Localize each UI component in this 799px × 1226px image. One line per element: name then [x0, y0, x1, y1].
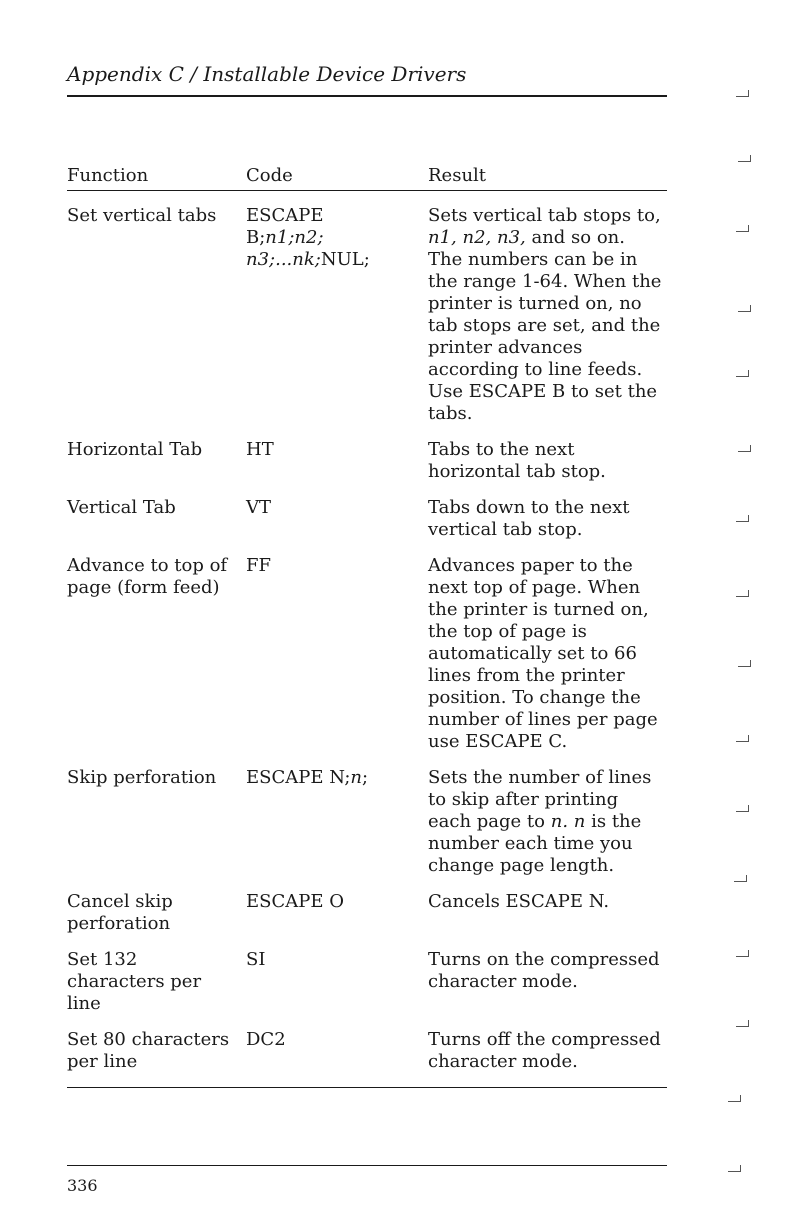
header-rule: [67, 95, 667, 97]
table-row: [67, 891, 667, 935]
edge-mark: [736, 515, 749, 522]
table-row: [67, 439, 667, 483]
running-head: Appendix C / Installable Device Drivers: [67, 62, 467, 86]
page-number: 336: [67, 1176, 98, 1195]
function-cell: Advance to top of page (form feed): [67, 555, 228, 598]
result-cell: Cancels ESCAPE N.: [428, 891, 610, 912]
edge-mark: [736, 90, 749, 97]
result-cell: Tabs to the next horizontal tab stop.: [428, 439, 606, 482]
function-cell: Set vertical tabs: [67, 205, 217, 226]
edge-mark: [728, 1095, 741, 1102]
table-row: [67, 555, 667, 753]
edge-mark: [728, 1165, 741, 1172]
edge-mark: [734, 875, 747, 882]
function-cell: Set 132 characters per line: [67, 949, 202, 1014]
table-row: [67, 767, 667, 877]
edge-mark: [738, 445, 751, 452]
footer-rule: [67, 1165, 667, 1166]
edge-mark: [736, 805, 749, 812]
edge-mark: [738, 305, 751, 312]
result-cell: Sets vertical tab stops to, n1, n2, n3, and so on. The numbers can be in the range 1-64. When the printer is turned on, no tab stops are set, and the printer advances according to line feeds. Use ESCAPE B to set the tabs.: [428, 205, 662, 424]
code-cell: ESCAPE O: [246, 891, 344, 912]
edge-mark: [738, 660, 751, 667]
page-edge-marks: [732, 60, 772, 1190]
edge-mark: [736, 735, 749, 742]
code-cell: DC2: [246, 1029, 286, 1050]
edge-mark: [736, 370, 749, 377]
table-row: [67, 949, 667, 1015]
column-header-code: Code: [246, 165, 293, 186]
table-header: [67, 165, 667, 191]
code-cell: ESCAPE N;n;: [246, 767, 369, 788]
column-header-result: Result: [428, 165, 487, 186]
edge-mark: [736, 950, 749, 957]
edge-mark: [736, 225, 749, 232]
result-cell: Advances paper to the next top of page. When the printer is turned on, the top of page is automatically set to 66 lines from the printer position. To change the number of lines per page use ESCAPE C.: [428, 555, 658, 752]
edge-mark: [736, 1020, 749, 1027]
function-cell: Set 80 characters per line: [67, 1029, 230, 1072]
edge-mark: [738, 155, 751, 162]
column-header-function: Function: [67, 165, 149, 186]
table-row: [67, 205, 667, 425]
code-cell: FF: [246, 555, 271, 576]
function-cell: Skip perforation: [67, 767, 217, 788]
driver-codes-table: [67, 165, 667, 1073]
result-cell: Sets the number of lines to skip after printing each page to n. n is the number each time you change page length.: [428, 767, 652, 876]
function-cell: Vertical Tab: [67, 497, 176, 518]
function-cell: Horizontal Tab: [67, 439, 203, 460]
result-cell: Tabs down to the next vertical tab stop.: [428, 497, 630, 540]
code-cell: ESCAPE B;n1;n2; n3;...nk;NUL;: [246, 205, 370, 270]
code-cell: HT: [246, 439, 274, 460]
table-bottom-rule: [67, 1087, 667, 1088]
result-cell: Turns off the compressed character mode.: [428, 1029, 661, 1072]
table-row: [67, 1029, 667, 1073]
result-cell: Turns on the compressed character mode.: [428, 949, 660, 992]
edge-mark: [736, 590, 749, 597]
table-row: [67, 497, 667, 541]
code-cell: SI: [246, 949, 266, 970]
function-cell: Cancel skip perforation: [67, 891, 173, 934]
code-cell: VT: [246, 497, 272, 518]
